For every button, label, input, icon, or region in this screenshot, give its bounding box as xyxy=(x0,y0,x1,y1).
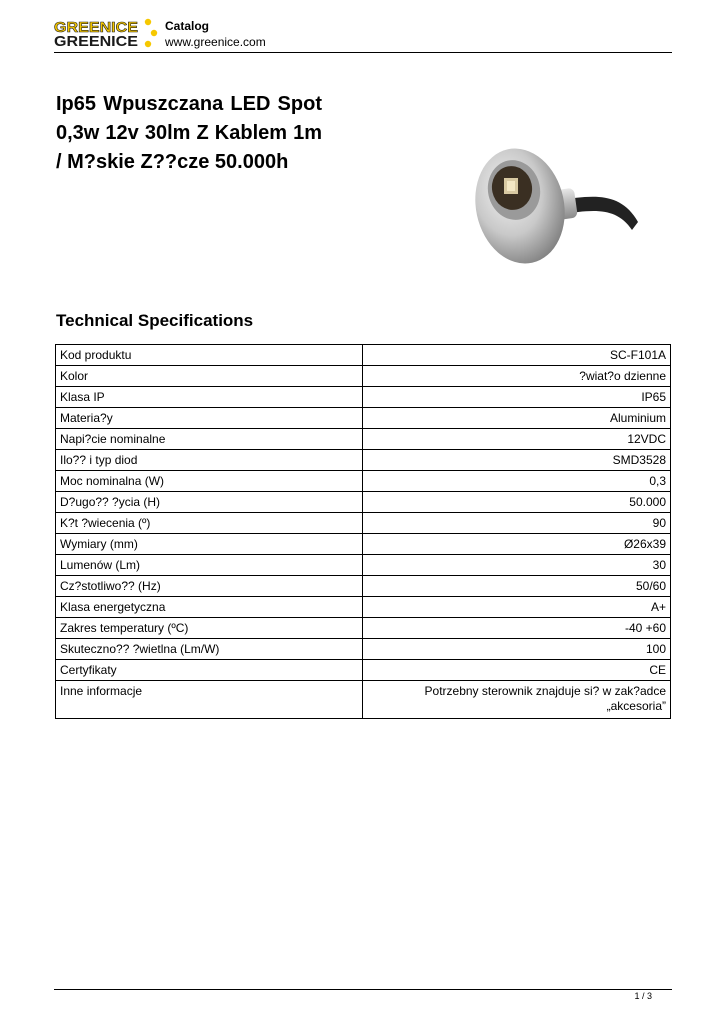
section-title: Technical Specifications xyxy=(56,311,254,330)
table-row xyxy=(56,429,671,450)
table-row xyxy=(56,534,671,555)
table-row xyxy=(56,681,671,719)
logo-dot-icon xyxy=(145,41,151,47)
spec-value: 50.000 xyxy=(363,492,671,513)
spec-label: Klasa energetyczna xyxy=(56,597,363,618)
spec-label: Kod produktu xyxy=(56,345,363,366)
table-row xyxy=(56,345,671,366)
spec-value: IP65 xyxy=(363,387,671,408)
spec-value: CE xyxy=(363,660,671,681)
table-row xyxy=(56,597,671,618)
table-row xyxy=(56,513,671,534)
spec-label: Certyfikaty xyxy=(56,660,363,681)
spec-label: Lumenów (Lm) xyxy=(56,555,363,576)
table-row xyxy=(56,450,671,471)
spec-value: Ø26x39 xyxy=(363,534,671,555)
spec-label: Wymiary (mm) xyxy=(56,534,363,555)
header-text xyxy=(165,18,266,50)
spec-label: Zakres temperatury (ºC) xyxy=(56,618,363,639)
table-row xyxy=(56,366,671,387)
website-link[interactable]: www.greenice.com xyxy=(165,35,266,49)
logo-dot-icon xyxy=(151,30,157,36)
spec-label: Ilo?? i typ diod xyxy=(56,450,363,471)
table-row xyxy=(56,492,671,513)
spec-label: Napi?cie nominalne xyxy=(56,429,363,450)
product-title: Ip65 Wpuszczana LED Spot 0,3w 12v 30lm Z Kablem 1m / M?skie Z??cze 50.000h xyxy=(56,93,322,173)
table-row xyxy=(56,408,671,429)
spec-value: ?wiat?o dzienne xyxy=(363,366,671,387)
page-footer xyxy=(54,989,672,1001)
spec-value: 12VDC xyxy=(363,429,671,450)
logo-wordmark-bottom: GREENICE xyxy=(54,33,138,50)
specifications-table xyxy=(55,344,671,719)
spec-value: 100 xyxy=(363,639,671,660)
spec-value: 0,3 xyxy=(363,471,671,492)
greenice-logo xyxy=(54,16,158,50)
spec-label: Cz?stotliwo?? (Hz) xyxy=(56,576,363,597)
table-row xyxy=(56,639,671,660)
spec-value: 90 xyxy=(363,513,671,534)
page-header xyxy=(54,14,672,53)
spec-value: Potrzebny sterownik znajduje si? w zak?adce „akcesoria” xyxy=(363,681,671,719)
logo-wordmark-top: GREENICE xyxy=(54,19,138,36)
spec-label: Inne informacje xyxy=(56,681,363,719)
spec-label: Kolor xyxy=(56,366,363,387)
spec-label: Moc nominalna (W) xyxy=(56,471,363,492)
spec-value: SMD3528 xyxy=(363,450,671,471)
led-spot-product-photo-icon xyxy=(420,118,652,286)
spec-value: SC-F101A xyxy=(363,345,671,366)
spec-label: Materia?y xyxy=(56,408,363,429)
table-row xyxy=(56,555,671,576)
table-row xyxy=(56,618,671,639)
spec-label: Klasa IP xyxy=(56,387,363,408)
table-row xyxy=(56,387,671,408)
logo-dot-icon xyxy=(145,19,151,25)
spec-label: K?t ?wiecenia (º) xyxy=(56,513,363,534)
table-row xyxy=(56,576,671,597)
spec-value: Aluminium xyxy=(363,408,671,429)
catalog-label: Catalog xyxy=(165,19,210,33)
spec-label: D?ugo?? ?ycia (H) xyxy=(56,492,363,513)
spec-value: A+ xyxy=(363,597,671,618)
page-number: 1 / 3 xyxy=(634,991,652,1001)
table-row xyxy=(56,660,671,681)
spec-value: -40 +60 xyxy=(363,618,671,639)
spec-value: 30 xyxy=(363,555,671,576)
table-row xyxy=(56,471,671,492)
spec-label: Skuteczno?? ?wietlna (Lm/W) xyxy=(56,639,363,660)
spec-value: 50/60 xyxy=(363,576,671,597)
